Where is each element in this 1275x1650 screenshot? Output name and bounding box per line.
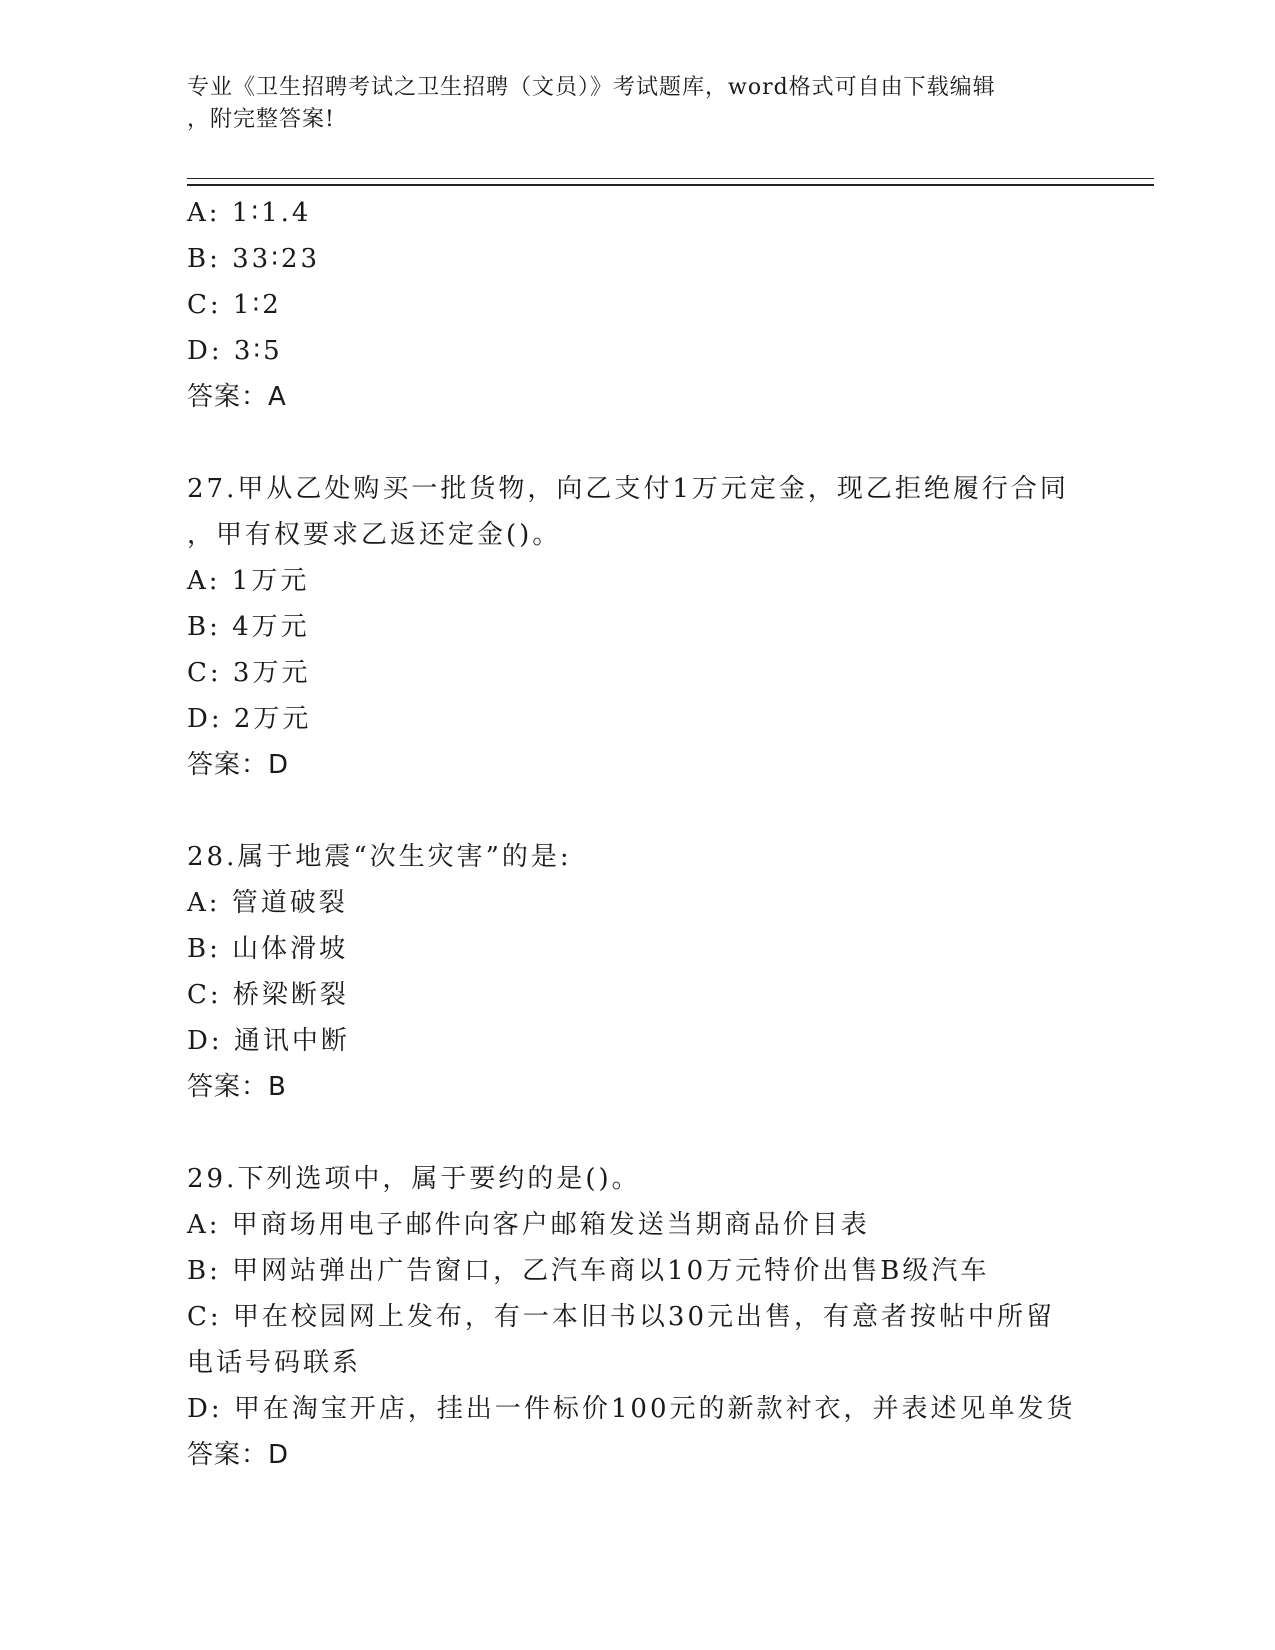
option-b: B: 33∶23 (187, 244, 321, 274)
option-c: C: 甲在校园网上发布，有一本旧书以30元出售，有意者按帖中所留 (187, 1302, 1056, 1332)
spacer (187, 788, 1087, 834)
question-stem: 29.下列选项中，属于要约的是()。 (187, 1164, 641, 1194)
option-d: D: 3∶5 (187, 336, 283, 366)
question-stem: 28.属于地震“次生灾害”的是: (187, 842, 572, 872)
question-28 (187, 834, 1087, 1110)
question-27 (187, 466, 1087, 788)
option-c: C: 3万元 (187, 658, 311, 688)
answer: 答案：B (187, 1072, 287, 1102)
header-divider-bottom (187, 184, 1154, 186)
header-line-1: 专业《卫生招聘考试之卫生招聘（文员）》考试题库，word格式可自由下载编辑 (187, 75, 996, 100)
option-d: D: 通讯中断 (187, 1026, 350, 1056)
option-d: D: 2万元 (187, 704, 312, 734)
question-26 (187, 190, 1087, 420)
option-b: B: 甲网站弹出广告窗口，乙汽车商以10万元特价出售B级汽车 (187, 1256, 990, 1286)
option-c-continued: 电话号码联系 (187, 1348, 362, 1378)
document-header (187, 72, 1067, 136)
option-b: B: 4万元 (187, 612, 310, 642)
option-a: A: 1∶1.4 (187, 198, 312, 228)
option-a: A: 管道破裂 (187, 888, 348, 918)
option-c: C: 桥梁断裂 (187, 980, 349, 1010)
header-divider-top (187, 178, 1154, 179)
question-list (187, 190, 1087, 1478)
answer: 答案：D (187, 750, 290, 780)
answer: 答案：D (187, 1440, 290, 1470)
option-b: B: 山体滑坡 (187, 934, 349, 964)
question-29 (187, 1156, 1087, 1478)
answer: 答案：A (187, 382, 287, 412)
option-d: D: 甲在淘宝开店，挂出一件标价100元的新款衬衣，并表述见单发货 (187, 1394, 1076, 1424)
question-stem-continued: ，甲有权要求乙返还定金()。 (187, 520, 562, 550)
option-a: A: 甲商场用电子邮件向客户邮箱发送当期商品价目表 (187, 1210, 870, 1240)
header-line-2: ，附完整答案! (187, 107, 335, 132)
option-c: C: 1∶2 (187, 290, 282, 320)
question-stem: 27.甲从乙处购买一批货物，向乙支付1万元定金，现乙拒绝履行合同 (187, 474, 1069, 504)
spacer (187, 1110, 1087, 1156)
spacer (187, 420, 1087, 466)
option-a: A: 1万元 (187, 566, 310, 596)
